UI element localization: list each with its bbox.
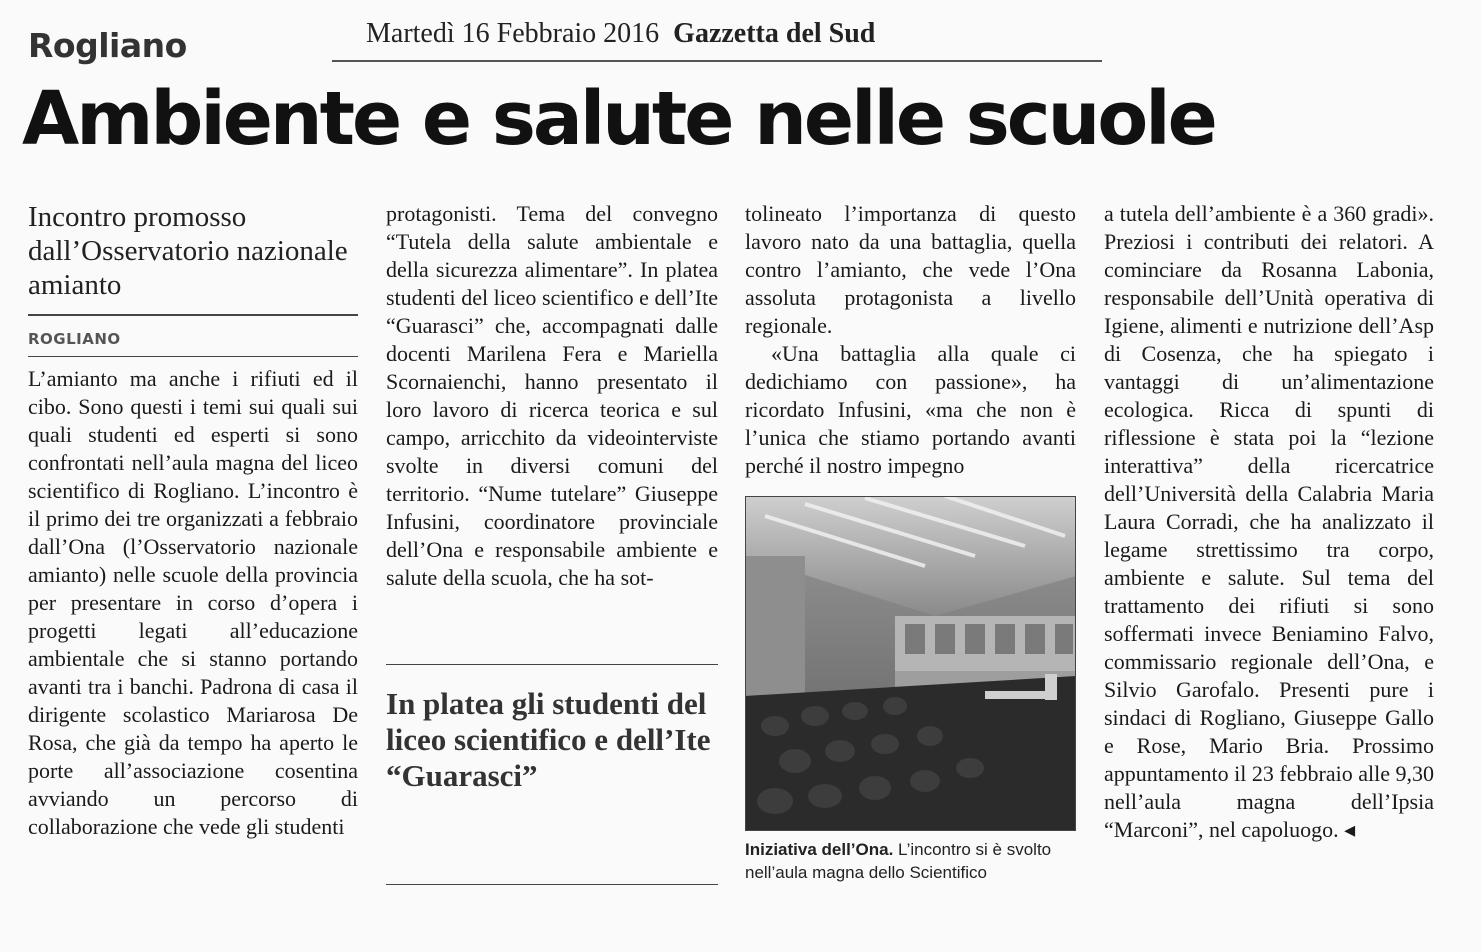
caption-text: L’incontro si è svolto nell’aula magna dello Scientifico	[745, 840, 1052, 882]
column-2-text: protagonisti. Tema del convegno “Tutela della salute ambientale e della sicurezza alimentare”. In platea studenti del liceo scientifico e dell’Ite “Guarasci” che, accompagnati dalle docenti Marilena Fera e Mariella Scornaienchi, hanno presentato il loro lavoro di ricerca teorica e sul campo, arricchito da videointerviste svolte in diversi comuni del territorio. “Nume tutelare” Giuseppe Infusini, coordinatore provinciale dell’Ona e responsabile ambiente e salute della scuola, che ha sot-	[386, 201, 718, 590]
headline: Ambiente e salute nelle scuole	[22, 76, 1215, 162]
pullquote-bottom-rule	[386, 884, 718, 885]
article-column-2	[386, 200, 718, 592]
publication-date: Martedì 16 Febbraio 2016	[366, 18, 660, 49]
masthead	[366, 18, 875, 50]
masthead-rule	[332, 60, 1102, 62]
photo-caption	[745, 838, 1077, 884]
pull-quote: In platea gli studenti del liceo scientifico e dell’Ite “Guarasci”	[386, 686, 711, 793]
auditorium-photo-image	[745, 496, 1076, 831]
newspaper-name: Gazzetta del Sud	[673, 18, 876, 49]
dateline: ROGLIANO	[28, 330, 121, 348]
dateline-rule	[28, 356, 358, 357]
caption-lead: Iniziativa dell’Ona.	[745, 840, 894, 859]
article-column-3	[745, 200, 1076, 480]
subheadline: Incontro promosso dall’Osservatorio nazionale amianto	[28, 201, 348, 301]
article-column-4	[1104, 200, 1434, 844]
subhead-rule	[28, 314, 358, 316]
section-label: Rogliano	[28, 26, 187, 65]
pullquote-top-rule	[386, 664, 718, 665]
column-1-text: L’amianto ma anche i rifiuti ed il cibo. Sono questi i temi sui quali sui quali studenti ed esperti si sono confrontati nell’aula magna del liceo scientifico di Rogliano. L’incontro è il primo dei tre organizzati a febbraio dall’Ona (l’Osservatorio nazionale amianto) nelle scuole della provincia per presentare in corso d’opera i progetti legati all’educazione ambientale che si stanno portando avanti tra i banchi. Padrona di casa il dirigente scolastico Mariarosa De Rosa, che già da tempo ha aperto le porte all’associazione cosentina avviando un percorso di collaborazione che vede gli studenti	[28, 366, 358, 839]
column-3-paragraph-1: tolineato l’importanza di questo lavoro nato da una battaglia, quella contro l’amianto, che vede l’Ona assoluta protagonista a livello regionale.	[745, 201, 1076, 338]
column-4-text: a tutela dell’ambiente è a 360 gradi». Preziosi i contributi dei relatori. A cominciare da Rosanna Labonia, responsabile dell’Unità operativa di Igiene, alimenti e nutrizione dell’Asp di Cosenza, che ha spiegato i vantaggi di un’alimentazione ecologica. Ricca di spunti di riflessione è stata poi la “lezione interattiva” della ricercatrice dell’Università della Calabria Maria Laura Corradi, che ha analizzato il legame strettissimo tra corpo, ambiente e salute. Sul tema del trattamento dei rifiuti si sono soffermati invece Beniamino Falvo, commissario regionale dell’Ona, e Silvio Garofalo. Presenti pure i sindaci di Rogliano, Giuseppe Gallo e Rose, Mario Bria. Prossimo appuntamento il 23 febbraio alle 9,30 nell’aula magna dell’Ipsia “Marconi”, nel capoluogo. ◂	[1104, 201, 1434, 842]
column-3-paragraph-2: «Una battaglia alla quale ci dedichiamo con passione», ha ricordato Infusini, «ma che non è l’unica che stiamo portando avanti perché il nostro impegno	[745, 341, 1076, 478]
article-column-1	[28, 365, 358, 841]
event-photo	[745, 496, 1076, 831]
